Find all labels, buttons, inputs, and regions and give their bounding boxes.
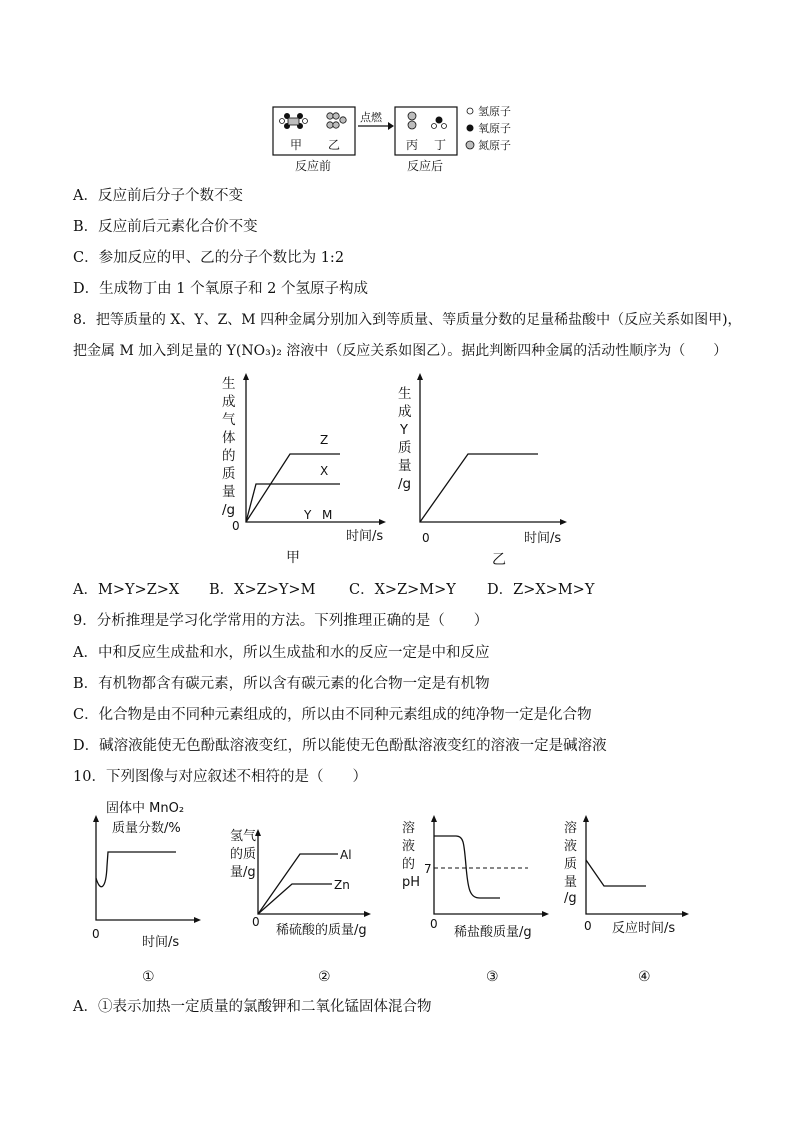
svg-text:氮原子: 氮原子 [478, 139, 511, 152]
chart-4-ylabel [564, 820, 577, 906]
chart-4 [560, 796, 690, 986]
arrow-label: 点燃 [360, 111, 382, 124]
q8-option-d: D．Z>X>M>Y [487, 582, 595, 598]
hydrogen-atom-icon [467, 108, 473, 114]
molecule-ding [432, 117, 447, 129]
svg-text:质: 质 [398, 440, 412, 456]
q9-stem: 9．分析推理是学习化学常用的方法。下列推理正确的是（ ） [73, 613, 489, 629]
chart-4-axes [586, 818, 686, 914]
svg-text:溶: 溶 [564, 821, 578, 836]
q9-option-c: C．化合物是由不同种元素组成的，所以由不同种元素组成的纯净物一定是化合物 [73, 707, 592, 723]
reaction-diagram [270, 102, 530, 177]
chart-yi-xlabel: 时间/s [524, 531, 562, 546]
chart-4-origin: 0 [584, 919, 592, 933]
chart-2-origin: 0 [252, 915, 260, 929]
svg-text:成: 成 [398, 404, 412, 420]
svg-text:氢原子: 氢原子 [478, 105, 511, 118]
atom-legend [466, 104, 511, 152]
chart-1-title: ① [142, 969, 155, 985]
svg-text:/g: /g [222, 502, 236, 518]
chart-4-title: ④ [638, 969, 651, 985]
chart-3-ylabel [402, 820, 420, 890]
oxygen-atom-icon [467, 125, 474, 132]
svg-text:/g: /g [398, 476, 412, 492]
svg-text:的: 的 [402, 857, 416, 872]
series-y-line [420, 454, 538, 522]
chart-2-title: ② [318, 969, 331, 985]
q10-option-a: A．①表示加热一定质量的氯酸钾和二氧化锰固体混合物 [73, 999, 432, 1015]
svg-text:量: 量 [398, 458, 412, 474]
svg-text:量: 量 [564, 875, 578, 890]
chart-jia [218, 372, 398, 572]
chart-3 [400, 796, 560, 986]
q7-option-d: D．生成物丁由 1 个氧原子和 2 个氢原子构成 [73, 281, 369, 297]
svg-text:氢气: 氢气 [230, 829, 257, 844]
label-bing: 丙 [406, 138, 419, 152]
svg-text:液: 液 [564, 839, 578, 854]
label-al: Al [340, 848, 352, 862]
chart-yi-ylabel [398, 385, 412, 492]
chart-jia-title: 甲 [286, 550, 300, 566]
svg-text:量: 量 [222, 484, 236, 500]
chart-3-xlabel: 稀盐酸质量/g [454, 925, 532, 940]
svg-text:pH: pH [402, 875, 421, 890]
svg-text:成: 成 [222, 394, 236, 410]
caption-after: 反应后 [407, 159, 444, 173]
svg-text:体: 体 [222, 430, 236, 446]
q9-option-a: A．中和反应生成盐和水，所以生成盐和水的反应一定是中和反应 [73, 645, 490, 661]
chart-3-title: ③ [486, 969, 499, 985]
chart-jia-ylabel [222, 375, 236, 518]
svg-text:质: 质 [564, 857, 578, 872]
label-y: Y [304, 508, 312, 522]
nitrogen-atom-icon [466, 141, 474, 149]
label-x: X [320, 464, 329, 478]
label-ding: 丁 [434, 138, 447, 152]
svg-text:/g: /g [564, 891, 577, 906]
svg-text:质: 质 [222, 466, 236, 482]
label-zn: Zn [334, 878, 350, 892]
svg-text:Y: Y [400, 423, 408, 438]
chart-3-curve [434, 836, 500, 898]
q8-options [73, 580, 594, 600]
chart-1-xlabel: 时间/s [142, 935, 180, 950]
chart-1-origin: 0 [92, 927, 100, 941]
q7-option-b: B．反应前后元素化合价不变 [73, 219, 258, 235]
chart-2-axes [258, 832, 368, 914]
svg-text:生: 生 [398, 386, 412, 402]
svg-text:的: 的 [222, 448, 236, 464]
q7-option-a: A．反应前后分子个数不变 [73, 188, 243, 204]
chart-jia-xlabel: 时间/s [346, 529, 384, 544]
chart-yi [396, 372, 576, 572]
svg-text:溶: 溶 [402, 821, 416, 836]
label-yi: 乙 [328, 138, 341, 152]
after-box [395, 107, 457, 155]
chart-1-ylabel-b: 质量分数/% [112, 821, 181, 836]
svg-text:量/g: 量/g [230, 865, 256, 880]
svg-text:的质: 的质 [230, 847, 257, 862]
chart-1-curve [96, 852, 176, 887]
chart-jia-origin: 0 [232, 519, 240, 533]
chart-yi-origin: 0 [422, 531, 430, 545]
chart-3-ytick-7: 7 [424, 862, 432, 876]
chart-yi-title: 乙 [492, 552, 506, 568]
chart-3-axes [434, 818, 546, 914]
chart-1 [82, 796, 212, 986]
label-jia: 甲 [290, 138, 303, 152]
q8-stem-line1: 8．把等质量的 X、Y、Z、M 四种金属分别加入到等质量、等质量分数的足量稀盐酸中（反应关系如图甲)， [73, 312, 742, 328]
molecule-bing [408, 112, 416, 129]
label-m: M [322, 508, 333, 522]
molecule-jia [280, 113, 308, 129]
chart-1-ylabel-a: 固体中 MnO₂ [106, 801, 185, 816]
molecule-yi [327, 113, 346, 128]
q10-stem: 10．下列图像与对应叙述不相符的是（ ） [73, 769, 367, 785]
label-z: Z [320, 433, 329, 447]
svg-text:生: 生 [222, 376, 236, 392]
caption-before: 反应前 [295, 159, 332, 173]
chart-3-origin: 0 [430, 917, 438, 931]
svg-text:液: 液 [402, 839, 416, 854]
svg-text:气: 气 [222, 412, 236, 428]
chart-2-xlabel: 稀硫酸的质量/g [276, 923, 367, 938]
q8-option-b: B．X>Z>Y>M [209, 582, 316, 598]
chart-jia-axes [246, 376, 383, 522]
svg-text:氧原子: 氧原子 [478, 122, 511, 135]
chart-2 [230, 796, 380, 986]
chart-4-xlabel: 反应时间/s [612, 921, 676, 936]
q9-option-b: B．有机物都含有碳元素，所以含有碳元素的化合物一定是有机物 [73, 676, 490, 692]
q8-option-a: A．M>Y>Z>X [73, 582, 180, 598]
chart-yi-axes [420, 376, 564, 522]
q8-stem-line2: 把金属 M 加入到足量的 Y(NO₃)₂ 溶液中（反应关系如图乙）。据此判断四种金属的活动性顺序为（ ） [73, 343, 728, 359]
q9-option-d: D．碱溶液能使无色酚酞溶液变红，所以能使无色酚酞溶液变红的溶液一定是碱溶液 [73, 738, 607, 754]
q7-option-c: C．参加反应的甲、乙的分子个数比为 1:2 [73, 250, 345, 266]
q8-option-c: C．X>Z>M>Y [349, 582, 456, 598]
chart-2-ylabel [230, 829, 256, 880]
chart-4-curve [586, 860, 646, 886]
